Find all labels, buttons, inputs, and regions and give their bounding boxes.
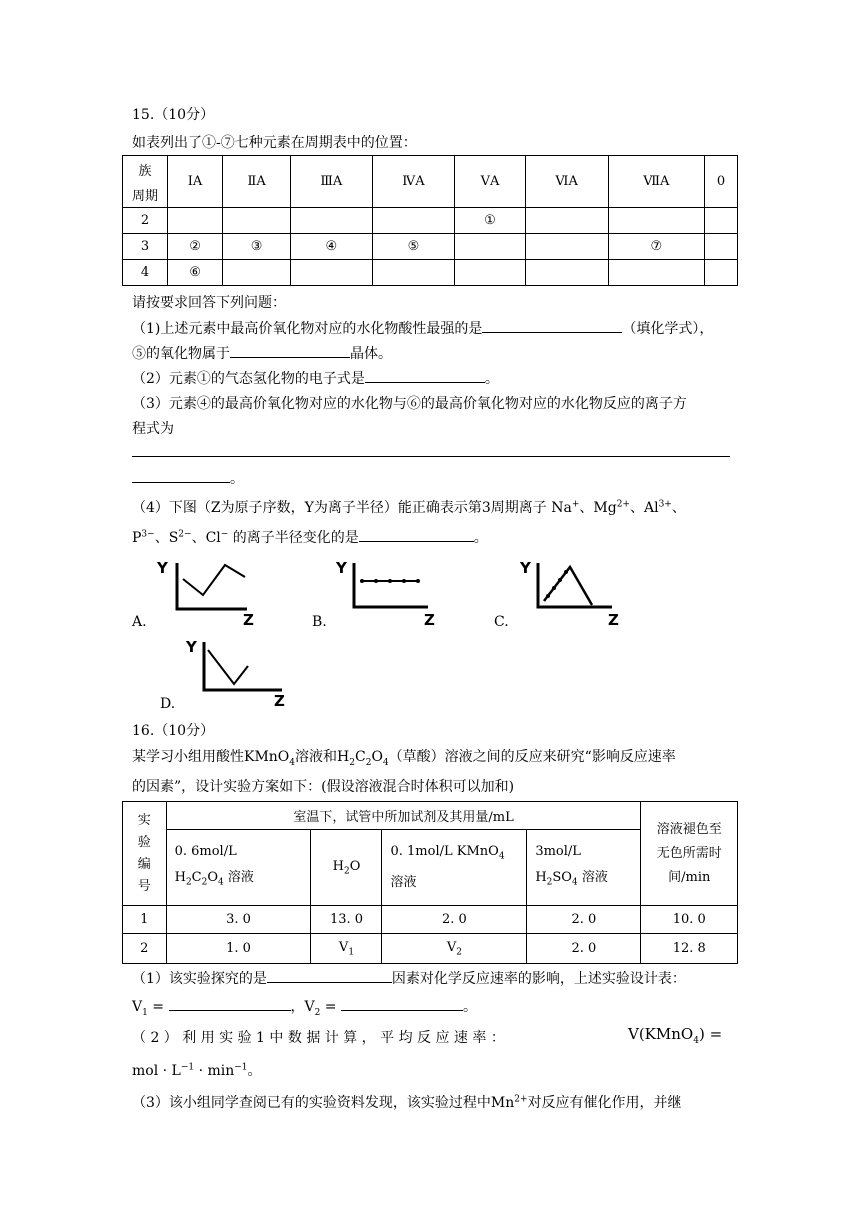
table-row [123, 934, 738, 964]
col-experiment-no [123, 802, 167, 906]
table-row [123, 906, 738, 934]
header-char: 号 [137, 878, 151, 894]
q16-part2-line2: mol · $L^{-1} \cdot \min^{-1}$。 [132, 1062, 262, 1079]
time-header-line: 间/min [668, 869, 711, 885]
part4-end: 。 [473, 530, 488, 546]
q15-header: 15.（10分） [132, 107, 215, 123]
q15-part3-line2: 程式为 [132, 421, 174, 437]
group-header: 0 [705, 156, 738, 208]
v2-blank[interactable] [341, 996, 463, 1011]
q15-part4-line2: $P^{3-}$、$S^{2-}$、Cl− 的离子半径变化的是 。 [132, 527, 488, 547]
table-cell [525, 208, 608, 234]
table-cell [455, 234, 525, 260]
table-cell [705, 234, 738, 260]
table-cell: ⑤ [372, 234, 455, 260]
table-cell [223, 260, 291, 286]
table-cell: ⑥ [168, 260, 223, 286]
table-cell: 12. 8 [641, 934, 738, 964]
table-cell: 3. 0 [166, 906, 311, 934]
q16-intro-line2: 的因素”，设计实验方案如下：(假设溶液混合时体积可以加和) [132, 779, 515, 795]
table-cell [705, 208, 738, 234]
table-cell [372, 208, 455, 234]
q15-part1-line2 [132, 343, 392, 363]
q16-part2-formula: V(KMnO$_4$) = [628, 1025, 723, 1046]
q16-header: 16.（10分） [132, 723, 215, 739]
q15-ask: 请按要求回答下列问题： [132, 295, 286, 311]
table-cell [223, 208, 291, 234]
answer-blank[interactable] [359, 527, 474, 542]
q15-part2 [132, 368, 499, 388]
group-header: ⅢA [291, 156, 372, 208]
intro-text3: （草酸）溶液之间的反应来研究“影响反应速率 [388, 749, 676, 765]
answer-blank[interactable] [267, 968, 392, 983]
group-header: ⅣA [372, 156, 455, 208]
periodic-table [122, 155, 738, 286]
time-header-line: 无色所需时 [656, 845, 722, 861]
table-cell [608, 260, 704, 286]
header-char: 实 [137, 812, 151, 828]
table-cell: ③ [223, 234, 291, 260]
part1-note: （填化学式）， [622, 321, 714, 337]
option-graph-d [186, 636, 296, 708]
part2-end: 。 [484, 371, 499, 387]
kmno4-label: 溶液 [390, 874, 417, 890]
table-cell [168, 208, 223, 234]
intro-text: 某学习小组用酸性 [132, 749, 244, 765]
q15-part1 [132, 318, 713, 338]
q15-part4: （4）下图（Z为原子序数，Y为离子半径）能正确表示第3周期离子 Na+、$Mg^{2+}$、$Al^{3+}$、 [132, 499, 686, 516]
col-h2c2o4: 0. 6mol/L $H_2C_2O_4$ 溶液 [166, 830, 311, 906]
axis-z-label: Z [424, 611, 435, 627]
q15-part3: （3）元素④的最高价氧化物对应的水化物与⑥的最高价氧化物对应的水化物反应的离子方 [132, 396, 687, 412]
v1-label: V [132, 999, 143, 1015]
answer-blank[interactable] [230, 343, 350, 358]
q16-intro: 某学习小组用酸性KMnO$_4$溶液和$H_2C_2O_4$（草酸）溶液之间的反应来研究“影响反应速率 [132, 749, 676, 768]
table-cell: $V_2$ [382, 934, 527, 964]
table-cell: 10. 0 [641, 906, 738, 934]
table-cell: 1 [123, 906, 167, 934]
h2so4-conc: 3mol/L [535, 844, 581, 860]
group-header: ⅦA [608, 156, 704, 208]
table-cell: ④ [291, 234, 372, 260]
corner-cell [123, 156, 168, 208]
axis-y-label: Y [186, 638, 197, 656]
table-cell: ⑦ [608, 234, 704, 260]
table-cell [291, 260, 372, 286]
option-d-label: D. [160, 696, 176, 712]
group-header: ⅠA [168, 156, 223, 208]
option-graph-b [336, 557, 446, 627]
part4-text: （4）下图（Z为原子序数，Y为离子半径）能正确表示第3周期离子 Na [132, 500, 572, 516]
table-cell: ① [455, 208, 525, 234]
table-cell: 13. 0 [311, 906, 382, 934]
table-cell: 1. 0 [166, 934, 311, 964]
part3-end: 。 [230, 471, 244, 487]
q16-part1-line2: $V_1$ = ，$V_2$ = 。 [132, 996, 477, 1018]
v1-symbol: V [338, 939, 349, 955]
table-cell [705, 260, 738, 286]
table-cell: 2. 0 [382, 906, 527, 934]
part3-text2: 对反应有催化作用，并继 [527, 1095, 682, 1111]
table-cell: 2. 0 [527, 906, 641, 934]
answer-blank[interactable] [132, 468, 230, 483]
part2-text: （2）元素①的气态氢化物的电子式是 [132, 371, 365, 387]
header-char: 验 [137, 834, 151, 850]
option-b-label: B. [312, 614, 327, 630]
axis-z-label: Z [243, 611, 254, 627]
q16-part2 [132, 1027, 505, 1047]
part1-text: （1）该实验探究的是 [132, 971, 267, 987]
axis-z-label: Z [274, 692, 285, 708]
period-cell: 3 [123, 234, 168, 260]
period-cell: 2 [123, 208, 168, 234]
col-time [641, 802, 738, 906]
option-graph-a [155, 557, 275, 627]
part1-text: （1)上述元素中最高价氧化物对应的水化物酸性最强的是 [132, 321, 483, 337]
table-cell [291, 208, 372, 234]
col-kmno4: 0. 1mol/L KMnO$_4$ 溶液 [382, 830, 527, 906]
table-cell [608, 208, 704, 234]
q16-part3: （3）该小组同学查阅已有的实验资料发现，该实验过程中$Mn^{2+}$对反应有催化作用，并继 [132, 1094, 682, 1111]
v1-blank[interactable] [169, 996, 291, 1011]
period-cell: 4 [123, 260, 168, 286]
table-cell: ② [168, 234, 223, 260]
experiment-table [122, 801, 738, 964]
table-cell: 2 [123, 934, 167, 964]
kmno4-conc: 0. 1mol/L KMnO [390, 844, 499, 860]
table-cell [525, 234, 608, 260]
h2c2o4-conc: 0. 6mol/L [174, 844, 237, 860]
v2-symbol: V [446, 939, 457, 955]
group-header: ⅤA [455, 156, 525, 208]
answer-line[interactable] [132, 456, 730, 457]
q16-part1 [132, 968, 686, 988]
part1-text2: ⑤的氧化物属于 [132, 346, 230, 362]
part3-text: （3）该小组同学查阅已有的实验资料发现，该实验过程中Mn [132, 1095, 515, 1111]
table-cell: $V_1$ [311, 934, 382, 964]
answer-blank[interactable] [482, 318, 622, 333]
group-header: ⅥA [525, 156, 608, 208]
header-char: 编 [137, 856, 151, 872]
part4-text2: P [132, 530, 142, 546]
q15-part3-line3 [132, 468, 244, 488]
part2-text: （ 2 ） 利 用 实 验 1 中 数 据 计 算 ， 平 均 反 应 速 率 ： [132, 1030, 505, 1046]
h2so4-label: 溶液 [581, 870, 608, 886]
part1-text3: 晶体。 [350, 346, 392, 362]
part4-text3: 的离子半径变化的是 [232, 530, 359, 546]
axis-y-label: Y [520, 559, 531, 577]
h2o-label: H [332, 858, 344, 874]
axis-y-label: Y [336, 559, 347, 577]
table-cell [525, 260, 608, 286]
table-cell: 2. 0 [527, 934, 641, 964]
option-a-label: A. [132, 614, 147, 630]
col-h2so4: 3mol/L $H_2SO_4$ 溶液 [527, 830, 641, 906]
corner-top: 族 [138, 163, 152, 179]
h2c2o4-label: 溶液 [227, 870, 254, 886]
option-graph-c [520, 557, 630, 627]
table-cell [455, 260, 525, 286]
corner-bottom: 周期 [131, 188, 158, 204]
answer-blank[interactable] [365, 368, 485, 383]
reagent-header: 室温下，试管中所加试剂及其用量/mL [166, 802, 641, 830]
time-header-line: 溶液褪色至 [656, 821, 722, 837]
part2-unit: mol · L [132, 1063, 181, 1079]
intro-text2: 溶液和 [295, 749, 338, 765]
group-header: ⅡA [223, 156, 291, 208]
axis-y-label: Y [157, 559, 168, 577]
col-h2o: $H_2O$ [311, 830, 382, 906]
option-c-label: C. [494, 614, 509, 630]
part1-text2: 因素对化学反应速率的影响，上述实验设计表： [391, 971, 686, 987]
table-cell [372, 260, 455, 286]
q15-intro: 如表列出了①-⑦七种元素在周期表中的位置： [132, 135, 417, 151]
axis-z-label: Z [608, 611, 619, 627]
